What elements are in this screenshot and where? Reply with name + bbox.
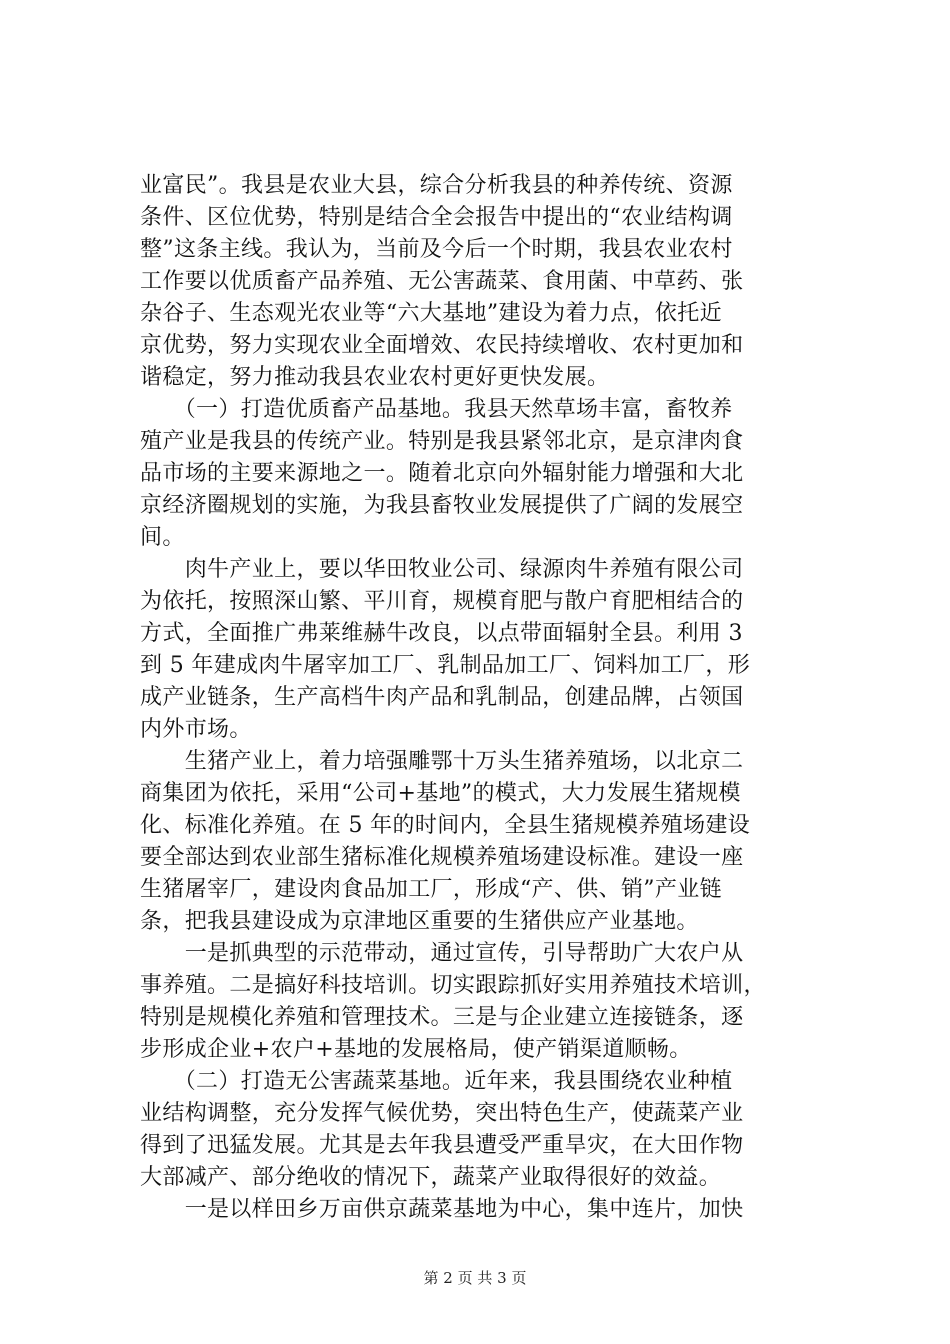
text-line: 为依托，按照深山繁、平川育，规模育肥与散户育肥相结合的 <box>140 589 744 614</box>
text-line: 一是以样田乡万亩供京蔬菜基地为中心，集中连片，加快 <box>140 1197 744 1222</box>
text-line: 条，把我县建设成为京津地区重要的生猪供应产业基地。 <box>140 909 699 934</box>
text-line: 肉牛产业上，要以华田牧业公司、绿源肉牛养殖有限公司 <box>140 557 744 582</box>
text-line: （一）打造优质畜产品基地。我县天然草场丰富，畜牧养 <box>140 397 733 422</box>
text-line: 条件、区位优势，特别是结合全会报告中提出的“农业结构调 <box>140 205 733 230</box>
text-line: 工作要以优质畜产品养殖、无公害蔬菜、食用菌、中草药、张 <box>140 269 744 294</box>
body-text <box>140 170 840 1226</box>
text-line: 方式，全面推广弗莱维赫牛改良，以点带面辐射全县。利用 3 <box>140 621 743 646</box>
text-line: （二）打造无公害蔬菜基地。近年来，我县围绕农业种植 <box>140 1069 733 1094</box>
text-line: 京经济圈规划的实施，为我县畜牧业发展提供了广阔的发展空 <box>140 493 744 518</box>
text-line: 业富民”。我县是农业大县，综合分析我县的种养传统、资源 <box>140 173 733 198</box>
text-line: 间。 <box>140 525 185 550</box>
text-line: 到 5 年建成肉牛屠宰加工厂、乳制品加工厂、饲料加工厂，形 <box>140 653 751 678</box>
text-line: 业结构调整，充分发挥气候优势，突出特色生产，使蔬菜产业 <box>140 1101 744 1126</box>
text-line: 事养殖。二是搞好科技培训。切实跟踪抓好实用养殖技术培训， <box>140 973 766 998</box>
text-line: 杂谷子、生态观光农业等“六大基地”建设为着力点，依托近 <box>140 301 722 326</box>
text-line: 生猪屠宰厂，建设肉食品加工厂，形成“产、供、销”产业链 <box>140 877 722 902</box>
text-line: 步形成企业+农户+基地的发展格局，使产销渠道顺畅。 <box>140 1037 692 1062</box>
text-line: 品市场的主要来源地之一。随着北京向外辐射能力增强和大北 <box>140 461 744 486</box>
text-line: 大部减产、部分绝收的情况下，蔬菜产业取得很好的效益。 <box>140 1165 722 1190</box>
text-line: 京优势，努力实现农业全面增效、农民持续增收、农村更加和 <box>140 333 744 358</box>
text-line: 一是抓典型的示范带动，通过宣传，引导帮助广大农户从 <box>140 941 744 966</box>
text-line: 殖产业是我县的传统产业。特别是我县紧邻北京，是京津肉食 <box>140 429 744 454</box>
text-line: 谐稳定，努力推动我县农业农村更好更快发展。 <box>140 365 610 390</box>
text-line: 生猪产业上，着力培强雕鄂十万头生猪养殖场，以北京二 <box>140 749 744 774</box>
page-footer: 第 2 页 共 3 页 <box>423 1269 527 1287</box>
text-line: 内外市场。 <box>140 717 252 742</box>
text-line: 要全部达到农业部生猪标准化规模养殖场建设标准。建设一座 <box>140 845 744 870</box>
text-line: 整”这条主线。我认为，当前及今后一个时期，我县农业农村 <box>140 237 733 262</box>
text-line: 特别是规模化养殖和管理技术。三是与企业建立连接链条，逐 <box>140 1005 744 1030</box>
text-line: 商集团为依托，采用“公司+基地”的模式，大力发展生猪规模 <box>140 781 741 806</box>
text-line: 成产业链条，生产高档牛肉产品和乳制品，创建品牌，占领国 <box>140 685 744 710</box>
text-line: 得到了迅猛发展。尤其是去年我县遭受严重旱灾，在大田作物 <box>140 1133 744 1158</box>
text-line: 化、标准化养殖。在 5 年的时间内，全县生猪规模养殖场建设 <box>140 813 751 838</box>
